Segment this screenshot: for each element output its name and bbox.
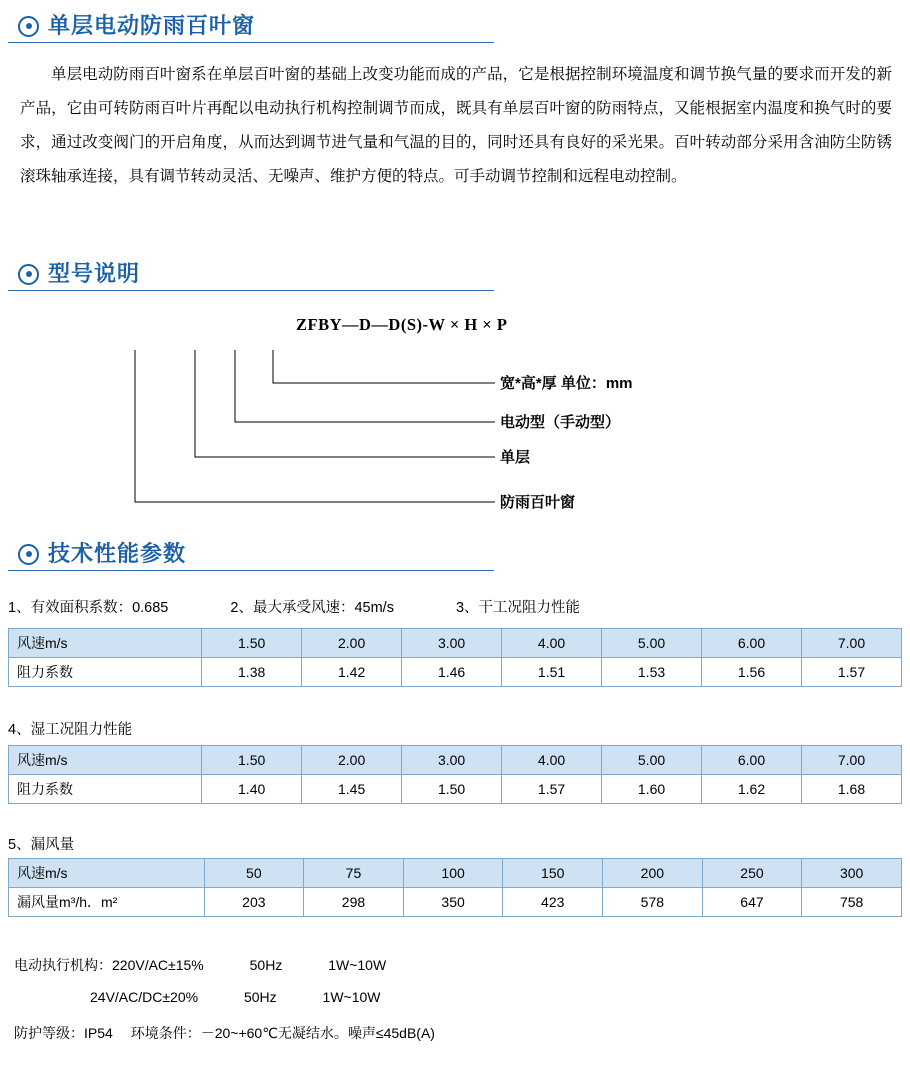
spec-line-coefficients (8, 596, 580, 617)
bullet-circle-icon (18, 16, 39, 37)
footer-ip-rating: 防护等级：IP54 (14, 1025, 113, 1041)
table-cell: 1.62 (702, 775, 802, 804)
spec-effective-area: 1、有效面积系数：0.685 (8, 600, 169, 616)
model-label-series: 防雨百叶窗 (500, 494, 576, 511)
table-header-cell: 250 (702, 859, 802, 888)
table-row (9, 629, 902, 658)
table-cell: 647 (702, 888, 802, 917)
model-label-type: 电动型（手动型） (500, 414, 621, 431)
model-designation-diagram (0, 305, 910, 530)
table-header-cell: 6.00 (702, 629, 802, 658)
table-row (9, 775, 902, 804)
table-cell: 1.60 (602, 775, 702, 804)
spec-leakage-title: 5、漏风量 (8, 837, 75, 853)
table-row-label: 阻力系数 (9, 775, 202, 804)
footer-power: 1W~10W (328, 957, 387, 973)
table-header-cell: 1.50 (202, 629, 302, 658)
table-header-cell: 风速m/s (9, 746, 202, 775)
table-cell: 203 (204, 888, 304, 917)
table-header-cell: 150 (503, 859, 603, 888)
table-header-cell: 2.00 (302, 629, 402, 658)
section-heading-specs (8, 542, 494, 571)
table-header-cell: 6.00 (702, 746, 802, 775)
footer-text: 电动执行机构：220V/AC±15% (14, 957, 204, 973)
table-header-cell: 风速m/s (9, 859, 205, 888)
table-cell: 1.40 (202, 775, 302, 804)
table-header-cell: 风速m/s (9, 629, 202, 658)
model-label-layer: 单层 (500, 449, 531, 466)
table-header-cell: 7.00 (801, 746, 901, 775)
table-header-cell: 75 (304, 859, 404, 888)
table-cell: 758 (802, 888, 902, 917)
table-row-label: 阻力系数 (9, 658, 202, 687)
table-header-cell: 3.00 (402, 746, 502, 775)
table-cell: 350 (403, 888, 503, 917)
table-cell: 1.42 (302, 658, 402, 687)
table-air-leakage (8, 858, 902, 917)
section-heading-product (8, 14, 494, 43)
table-header-cell: 100 (403, 859, 503, 888)
table-cell: 1.68 (801, 775, 901, 804)
table-cell: 423 (503, 888, 603, 917)
section-title-text: 型号说明 (48, 261, 141, 286)
table-cell: 1.38 (202, 658, 302, 687)
table-row-label: 漏风量m³/h．m² (9, 888, 205, 917)
table-cell: 1.46 (402, 658, 502, 687)
spec-wet-resistance-title: 4、湿工况阻力性能 (8, 722, 133, 738)
table-header-cell: 2.00 (302, 746, 402, 775)
table-cell: 298 (304, 888, 404, 917)
model-code-text: ZFBY—D—D(S)-W × H × P (296, 315, 508, 334)
product-description: 单层电动防雨百叶窗系在单层百叶窗的基础上改变功能而成的产品，它是根据控制环境温度和调节换气量的要求而开发的新产品，它由可转防雨百叶片再配以电动执行机构控制调节而成，既具有单层百叶窗的防雨特点，又能根据室内温度和换气时的要求，通过改变阀门的开启角度，从而达到调节进气量和气温的目的，同时还具有良好的采光果。百叶转动部分采用含油防尘防锈滚珠轴承连接，具有调节转动灵活、无噪声、维护方便的特点。可手动调节控制和远程电动控制。 (20, 66, 892, 185)
footer-frequency: 50Hz (243, 989, 277, 1005)
footer-environment: 环境条件：－20~+60℃无凝结水。噪声≤45dB(A) (130, 1025, 435, 1041)
table-header-cell: 7.00 (801, 629, 901, 658)
table-header-cell: 4.00 (502, 746, 602, 775)
table-cell: 1.57 (502, 775, 602, 804)
table-header-cell: 50 (204, 859, 304, 888)
table-row (9, 658, 902, 687)
table-cell: 578 (603, 888, 703, 917)
section-title-text: 单层电动防雨百叶窗 (48, 13, 256, 38)
table-row (9, 888, 902, 917)
spec-max-wind-speed: 2、最大承受风速：45m/s (230, 600, 394, 616)
table-cell: 1.53 (602, 658, 702, 687)
footer-actuator-24v (90, 989, 381, 1005)
table-wet-resistance (8, 745, 902, 804)
section-title-text: 技术性能参数 (48, 541, 187, 566)
table-cell: 1.51 (502, 658, 602, 687)
table-dry-resistance (8, 628, 902, 687)
footer-actuator-220v (14, 955, 386, 975)
table-header-cell: 3.00 (402, 629, 502, 658)
footer-protection (14, 1023, 435, 1043)
table-header-cell: 300 (802, 859, 902, 888)
table-header-cell: 4.00 (502, 629, 602, 658)
table-header-cell: 5.00 (602, 629, 702, 658)
table-header-cell: 5.00 (602, 746, 702, 775)
footer-power: 1W~10W (322, 989, 381, 1005)
table-header-cell: 1.50 (202, 746, 302, 775)
model-label-size: 宽*高*厚 单位：mm (500, 375, 633, 392)
table-cell: 1.56 (702, 658, 802, 687)
section-heading-model (8, 262, 494, 291)
bullet-circle-icon (18, 264, 39, 285)
table-row (9, 746, 902, 775)
bullet-circle-icon (18, 544, 39, 565)
table-header-cell: 200 (603, 859, 703, 888)
table-cell: 1.45 (302, 775, 402, 804)
model-leader-lines (0, 305, 910, 530)
table-cell: 1.50 (402, 775, 502, 804)
footer-text: 24V/AC/DC±20% (90, 989, 199, 1005)
footer-frequency: 50Hz (249, 957, 283, 973)
spec-dry-resistance-title: 3、干工况阻力性能 (455, 600, 581, 616)
table-cell: 1.57 (801, 658, 901, 687)
table-row (9, 859, 902, 888)
